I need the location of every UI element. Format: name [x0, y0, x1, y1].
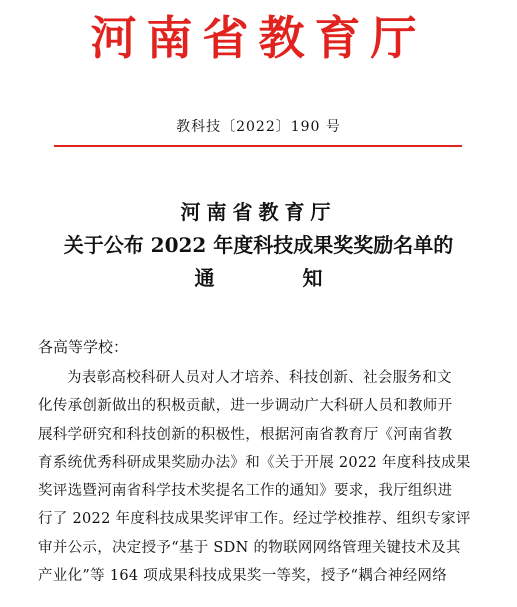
notice-title: [0, 196, 517, 295]
title-notice-word: [0, 262, 517, 295]
body-line: 奖评选暨河南省科学技术奖提名工作的通知》要求，我厅组织进: [38, 483, 453, 500]
title-issuer: 河南省教育厅: [180, 200, 337, 224]
body-line: 行了 2022 年度科技成果奖评审工作。经过学校推荐、组织专家评: [38, 511, 471, 528]
body-line: 产业化”等 164 项成果科技成果奖一等奖，授予“耦合神经网络: [38, 568, 448, 585]
title-subject: 关于公布 2022 年度科技成果奖奖励名单的: [63, 233, 454, 257]
title-notice-char-1: 通: [194, 266, 215, 290]
masthead-title: 河南省教育厅: [90, 11, 427, 65]
title-notice-char-2: 知: [302, 266, 323, 290]
body-line: 审并公示，决定授予“基于 SDN 的物联网网络管理关键技术及其: [38, 539, 461, 556]
body-line: 育系统优秀科研成果奖励办法》和《关于开展 2022 年度科技成果: [38, 454, 471, 471]
salutation: 各高等学校：: [38, 338, 129, 356]
body-line: 展科学研究和科技创新的积极性，根据河南省教育厅《河南省教: [38, 426, 453, 443]
red-divider-line: [54, 145, 462, 147]
body-line: 为表彰高校科研人员对人才培养、科技创新、社会服务和文: [67, 370, 452, 386]
body-paragraph: [38, 364, 483, 590]
document-number: 教科技〔2022〕190 号: [176, 119, 341, 135]
body-line: 化传承创新做出的积极贡献，进一步调动广大科研人员和教师开: [38, 398, 453, 415]
